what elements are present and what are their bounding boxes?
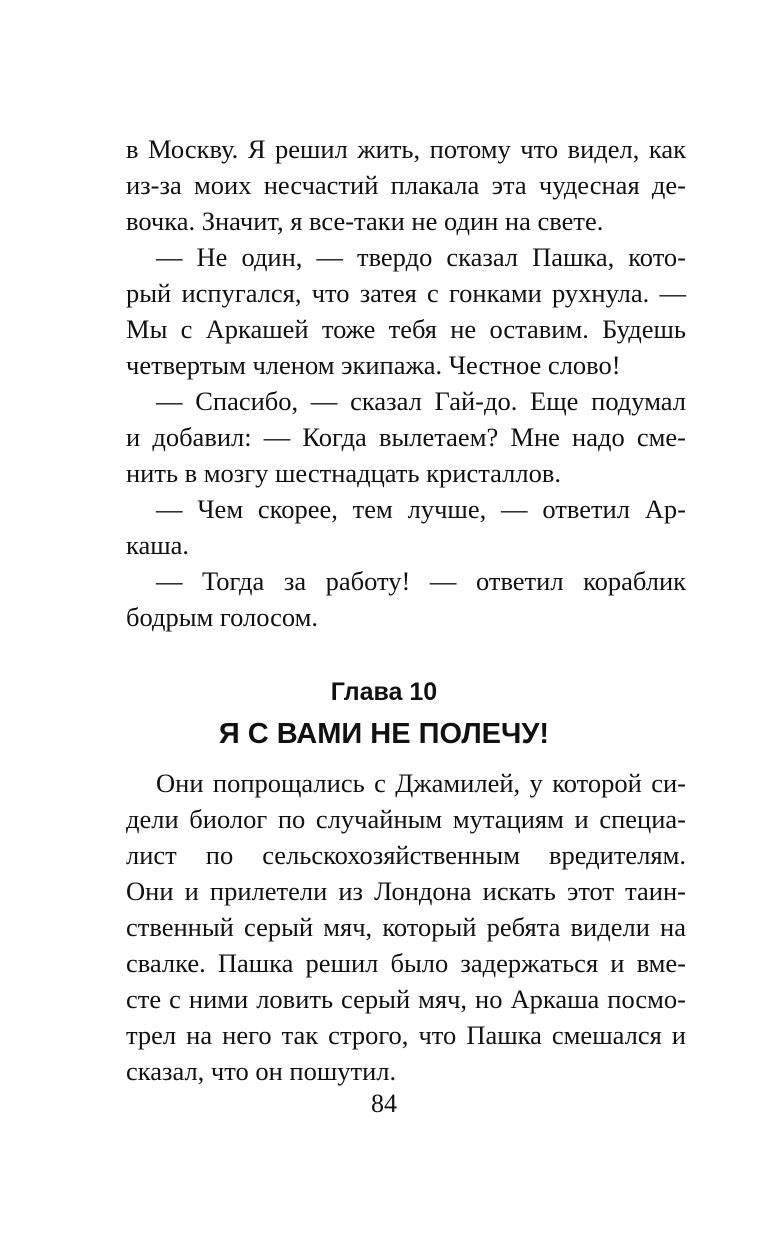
text-line: дели биолог по случайным мутациям и специа-	[126, 804, 686, 834]
text-line: рый испугался, что затея с гонками рухнула. —	[126, 278, 686, 308]
text-line: и добавил: — Когда вылетаем? Мне надо сме-	[126, 422, 686, 452]
text-line: сказал, что он пошутил.	[126, 1056, 397, 1086]
text-line: — Не один, — твердо сказал Пашка, кото-	[156, 242, 686, 272]
text-line: бодрым голосом.	[126, 602, 319, 632]
text-line: каша.	[126, 530, 190, 560]
text-line: из-за моих несчастий плакала эта чудесная де-	[126, 170, 686, 200]
page-number: 84	[371, 1089, 397, 1118]
text-block-top	[126, 131, 686, 635]
text-line: ственный серый мяч, который ребята видели на	[126, 912, 686, 942]
text-line: Мы с Аркашей тоже тебя не оставим. Будешь	[126, 314, 686, 344]
text-line: лист по сельскохозяйственным вредителям.	[126, 840, 686, 870]
text-line: нить в мозгу шестнадцать кристаллов.	[126, 458, 561, 488]
text-line: — Спасибо, — сказал Гай-до. Еще подумал	[156, 386, 686, 416]
text-line: — Чем скорее, тем лучше, — ответил Ар-	[156, 494, 686, 524]
text-line: трел на него так строго, что Пашка смешался и	[126, 1020, 686, 1050]
text-line: в Москву. Я решил жить, потому что видел, как	[126, 134, 686, 164]
chapter-title: Я С ВАМИ НЕ ПОЛЕЧУ!	[218, 718, 550, 750]
chapter-number: Глава 10	[330, 678, 438, 706]
text-line: — Тогда за работу! — ответил кораблик	[156, 566, 686, 596]
text-line: сте с ними ловить серый мяч, но Аркаша посмо-	[126, 984, 686, 1014]
text-line: Они и прилетели из Лондона искать этот таин-	[126, 876, 686, 906]
text-line: свалке. Пашка решил было задержаться и вме-	[126, 948, 686, 978]
text-line: вочка. Значит, я все-таки не один на свете.	[126, 206, 604, 236]
text-line: четвертым членом экипажа. Честное слово!	[126, 350, 621, 380]
text-line: Они попрощались с Джамилей, у которой си-	[156, 768, 686, 798]
text-block-chapter	[126, 765, 686, 1089]
